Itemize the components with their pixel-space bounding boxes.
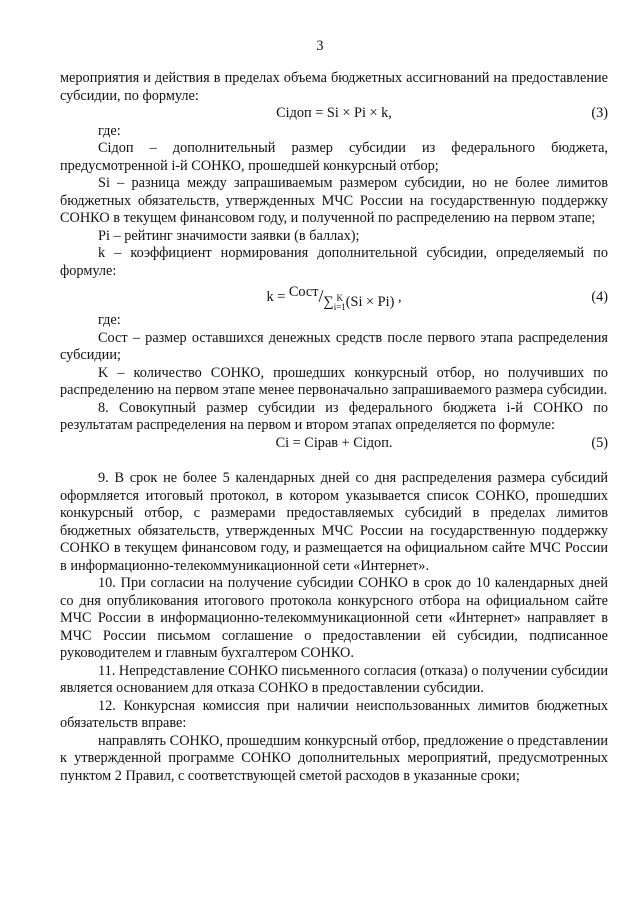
formula-5-number: (5)	[591, 434, 608, 451]
sum-expression: (Si × Pi)	[345, 293, 395, 310]
where-label-1: где:	[98, 122, 121, 139]
definition-sidop: Сiдоп – дополнительный размер субсидии из федерального бюджета, предусмотренной i-й СОНКО, прошедшей конкурсный отбор;	[60, 140, 608, 174]
formula-4-fraction: Сост/∑ K i=1 (Si × Pi)	[288, 283, 395, 312]
formula-5	[60, 435, 608, 453]
paragraph-8: 8. Совокупный размер субсидии из федерального бюджета i-й СОНКО по результатам распределения на первом и втором этапах определяется по формуле:	[60, 399, 608, 433]
paragraph-10: 10. При согласии на получение субсидии СОНКО в срок до 10 календарных дней со дня опубликования итогового протокола конкурсного отбора на официальном сайте МЧС России в информационно-телекоммуникационной сети «Интернет» направляет в МЧС России письмом соглашение о предоставлении ей субсидии, подписанное руководителем и главным бухгалтером СОНКО.	[60, 575, 608, 661]
formula-5-text: Ci = Ciрав + Ciдоп.	[275, 434, 393, 451]
formula-3	[60, 105, 608, 123]
sum-lower-limit: i=1	[333, 301, 346, 312]
paragraph-12-item: направлять СОНКО, прошедшим конкурсный отбор, предложение о представлении к утвержденной программе СОНКО дополнительных мероприятий, предусмотренных пунктом 2 Правил, с соответствующей сметой расходов в указанные сроки;	[60, 732, 608, 784]
formula-4-tail: ,	[397, 289, 402, 305]
sum-upper-limit: K	[336, 292, 343, 303]
formula-4-denominator	[324, 294, 395, 310]
sum-symbol: ∑	[323, 293, 334, 310]
spacer	[60, 452, 608, 470]
definition-si: Si – разница между запрашиваемым размером субсидии, но не более лимитов бюджетных обязательств, утвержденных МЧС России на государственную поддержку СОНКО в текущем финансовом году, и полученной по распределению на первом этапе;	[60, 175, 608, 226]
definition-k: k – коэффициент нормирования дополнительной субсидии, определяемый по формуле:	[60, 245, 608, 279]
paragraph-11: 11. Непредставление СОНКО письменного согласия (отказа) о получении субсидии является основанием для отказа СОНКО в предоставлении субсидии.	[60, 662, 608, 696]
definition-sost: Сост – размер оставшихся денежных средств после первого этапа распределения субсидии;	[60, 329, 608, 363]
definition-pi: Pi – рейтинг значимости заявки (в баллах);	[98, 227, 360, 244]
paragraph-12: 12. Конкурсная комиссия при наличии неиспользованных лимитов бюджетных обязательств вправе:	[60, 697, 608, 731]
formula-4-lhs: k =	[266, 289, 286, 305]
formula-3-text: Сiдоп = Si × Pi × k,	[276, 105, 392, 121]
formula-4	[60, 282, 608, 312]
formula-3-number: (3)	[591, 105, 608, 121]
where-label-2: где:	[98, 312, 121, 328]
formula-4-number: (4)	[591, 289, 608, 305]
definition-K: K – количество СОНКО, прошедших конкурсный отбор, но получивших по распределению на первом этапе менее первоначально запрашиваемого размера субсидии.	[60, 364, 608, 398]
paragraph-9: 9. В срок не более 5 календарных дней со дня распределения размера субсидий оформляется итоговый протокол, в котором указывается список СОНКО, прошедших конкурсный отбор, с размерами предоставляемых субсидий в пределах лимитов бюджетных обязательств, утвержденных МЧС России на государственную поддержку СОНКО в текущем финансовом году, и размещается на официальном сайте МЧС России в информационно-телекоммуникационной сети «Интернет».	[60, 470, 608, 574]
document-body	[60, 70, 608, 785]
page-number: 3	[316, 38, 324, 54]
paragraph-intro: мероприятия и действия в пределах объема бюджетных ассигнований на предоставление субсидии, по формуле:	[60, 70, 608, 104]
formula-4-numerator: Сост	[288, 283, 319, 300]
